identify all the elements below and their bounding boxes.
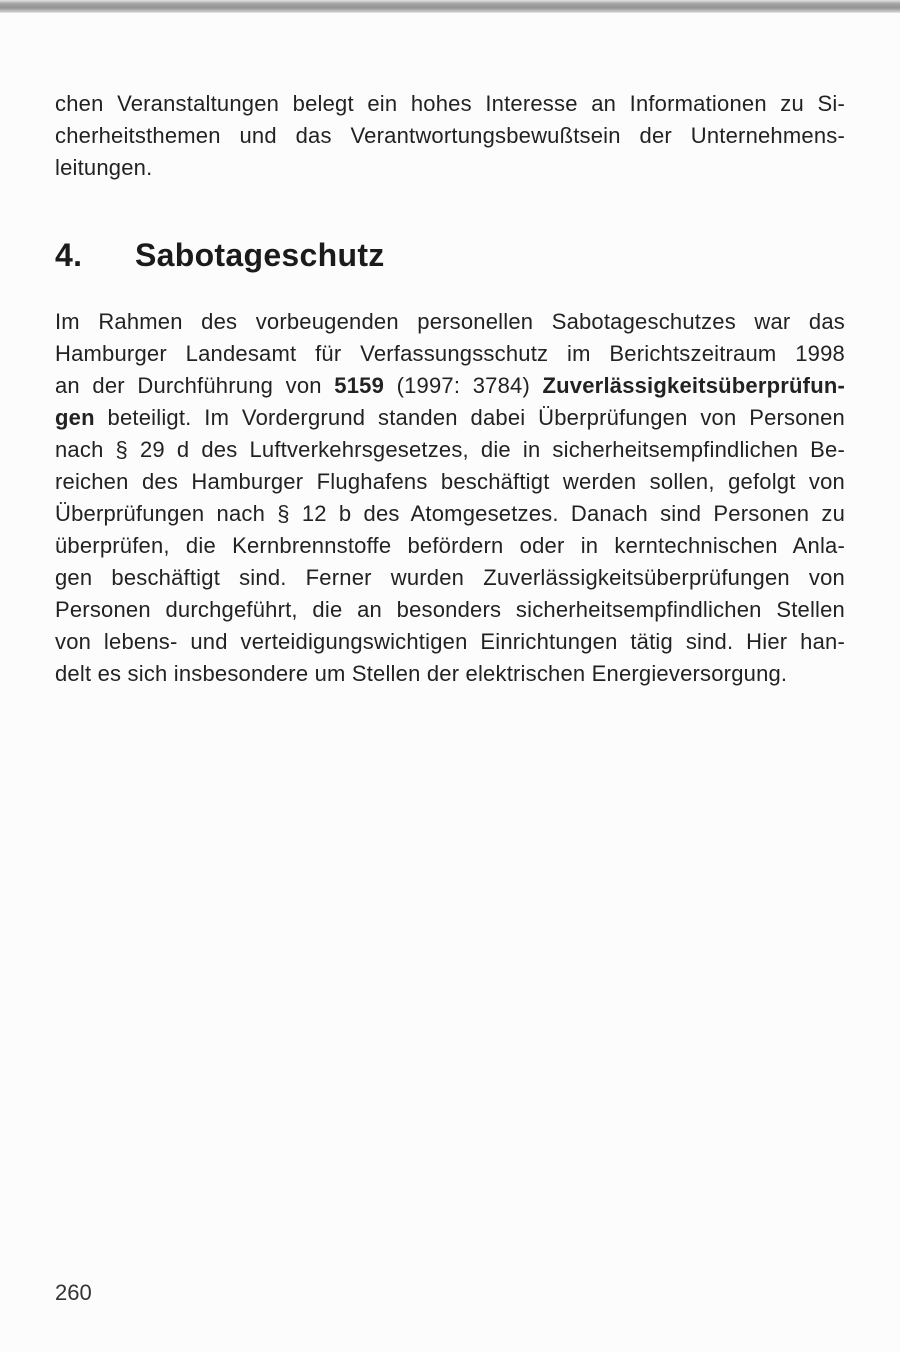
text-line: chen Veranstaltungen belegt ein hohes Interesse an Informationen zu Si- (55, 91, 845, 116)
text-line: Hamburger Landesamt für Verfassungsschutz im Berichtszeitraum 1998 (55, 341, 845, 366)
section-title: Sabotageschutz (135, 237, 385, 273)
text-line: überprüfen, die Kernbrennstoffe befördern oder in kerntechnischen Anla- (55, 533, 845, 558)
text-line: von lebens- und verteidigungswichtigen Einrichtungen tätig sind. Hier han- (55, 629, 845, 654)
body-paragraph (55, 306, 845, 690)
scan-edge-artifact (0, 0, 900, 13)
text-line: Personen durchgeführt, die an besonders sicherheitsempfindlichen Stellen (55, 597, 845, 622)
section-number: 4. (55, 237, 83, 273)
page-number: 260 (55, 1280, 92, 1305)
text-line: an der Durchführung von 5159 (1997: 3784) Zuverlässigkeitsüberprüfun- (55, 373, 845, 398)
text-line: reichen des Hamburger Flughafens beschäftigt werden sollen, gefolgt von (55, 469, 845, 494)
text-line: delt es sich insbesondere um Stellen der elektrischen Energieversorgung. (55, 661, 788, 686)
text-line: nach § 29 d des Luftverkehrsgesetzes, die in sicherheitsempfindlichen Be- (55, 437, 845, 462)
section-heading (55, 234, 845, 276)
text-line: gen beteiligt. Im Vordergrund standen dabei Überprüfungen von Personen (55, 405, 845, 430)
text-line: Im Rahmen des vorbeugenden personellen Sabotageschutzes war das (55, 309, 845, 334)
text-line: gen beschäftigt sind. Ferner wurden Zuverlässigkeitsüberprüfungen von (55, 565, 845, 590)
text-line: leitungen. (55, 155, 153, 180)
continuation-paragraph (55, 88, 845, 184)
text-line: cherheitsthemen und das Verantwortungsbewußtsein der Unternehmens- (55, 123, 845, 148)
text-line: Überprüfungen nach § 12 b des Atomgesetzes. Danach sind Personen zu (55, 501, 845, 526)
